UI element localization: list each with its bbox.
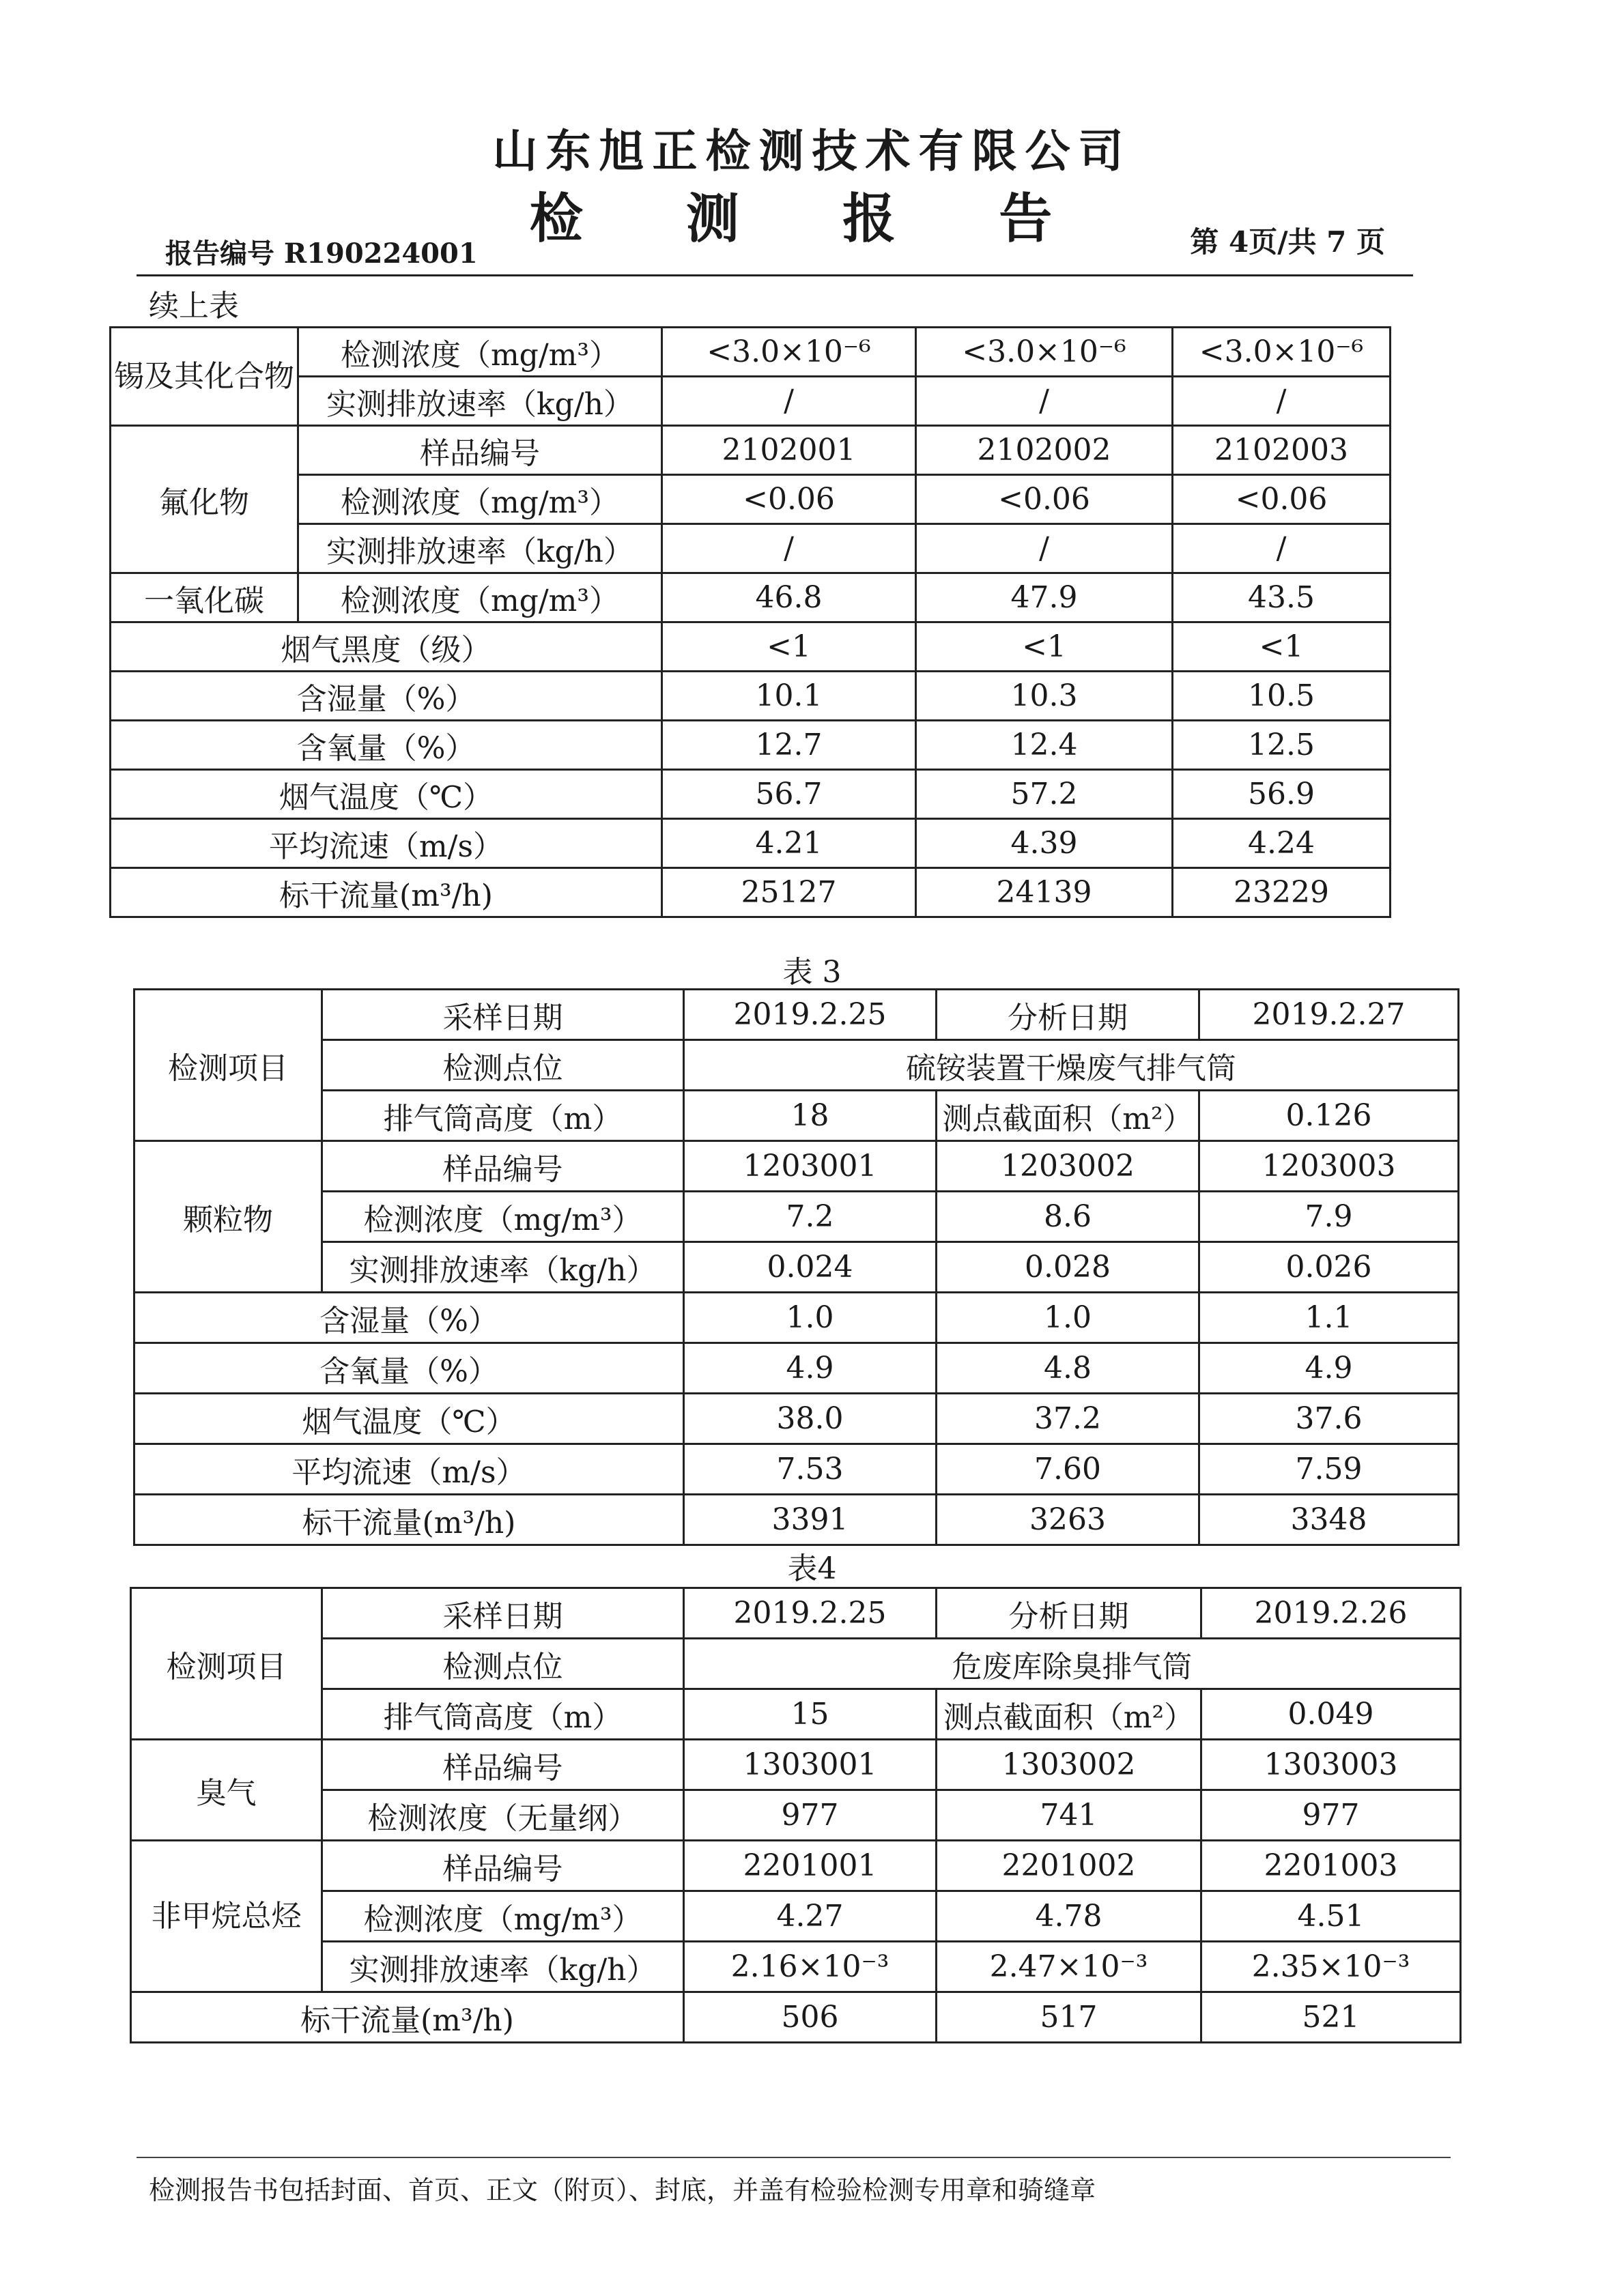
value-cell: / [916,377,1173,426]
value-cell: <0.06 [662,475,916,524]
item-cell: 标干流量(m³/h) [111,868,662,917]
item-cell: 检测浓度（无量纲） [322,1790,684,1841]
table4-caption: 表4 [787,1551,837,1586]
value-cell: 7.2 [684,1192,937,1242]
item-cell: 样品编号 [322,1740,684,1790]
table-row [111,868,1391,917]
item-cell: 烟气黑度（级） [111,622,662,672]
value-cell: 57.2 [916,770,1173,819]
value-cell: / [1173,377,1391,426]
table-row [111,426,1391,475]
footer-note: 检测报告书包括封面、首页、正文（附页）、封底，并盖有检验检测专用章和骑缝章 [149,2175,1096,2205]
group-cell: 臭气 [131,1740,322,1841]
item-cell: 排气筒高度（m） [322,1091,684,1141]
value-cell: <3.0×10⁻⁶ [1173,328,1391,377]
table-row [111,524,1391,573]
item-cell: 检测浓度（mg/m³） [322,1192,684,1242]
item-cell: 平均流速（m/s） [111,819,662,868]
value-cell: 1303002 [937,1740,1201,1790]
value-cell: 2201001 [684,1841,937,1891]
value-cell: / [1173,524,1391,573]
value-cell: 3348 [1199,1495,1459,1545]
value-cell: 4.51 [1201,1891,1461,1942]
value-cell: 2019.2.27 [1199,990,1459,1040]
table-3 [133,988,1459,1546]
table-4 [130,1587,1462,2043]
value-cell: 10.3 [916,672,1173,721]
item-cell: 检测浓度（mg/m³） [298,328,662,377]
item-cell: 检测浓度（mg/m³） [298,573,662,622]
value-cell: 12.4 [916,721,1173,770]
table-row [134,990,1459,1040]
value-cell: 1.1 [1199,1293,1459,1343]
value-cell: 2102003 [1173,426,1391,475]
value-cell: / [916,524,1173,573]
table-row [134,1293,1459,1343]
value-cell: 2019.2.25 [684,1588,937,1639]
value-cell: 7.60 [937,1444,1199,1495]
value-cell: 1203003 [1199,1141,1459,1192]
value-cell: 1203002 [937,1141,1199,1192]
item-cell: 含湿量（%） [111,672,662,721]
table-row [111,377,1391,426]
item-cell: 测点截面积（m²） [937,1091,1199,1141]
table-continued [109,326,1391,918]
group-cell: 检测项目 [134,990,322,1141]
value-cell: 2.35×10⁻³ [1201,1942,1461,1992]
value-cell: 0.028 [937,1242,1199,1293]
table-row [131,1790,1461,1841]
header-divider [137,274,1413,276]
value-cell: 46.8 [662,573,916,622]
table-row [111,328,1391,377]
value-cell: 1203001 [684,1141,937,1192]
value-cell: 977 [1201,1790,1461,1841]
value-cell: 7.53 [684,1444,937,1495]
table-row [134,1242,1459,1293]
table3-caption: 表 3 [782,955,842,990]
item-cell: 含氧量（%） [111,721,662,770]
item-cell: 分析日期 [937,990,1199,1040]
report-title: 检 测 报 告 [529,188,1095,250]
group-cell: 检测项目 [131,1588,322,1740]
value-cell: 4.21 [662,819,916,868]
group-cell: 氟化物 [111,426,298,573]
value-cell: 3263 [937,1495,1199,1545]
table-row [131,1740,1461,1790]
table-row [134,1040,1459,1091]
value-cell: 37.2 [937,1394,1199,1444]
value-cell: 37.6 [1199,1394,1459,1444]
value-cell: 0.049 [1201,1689,1461,1740]
value-cell: 0.024 [684,1242,937,1293]
value-cell: 1.0 [684,1293,937,1343]
item-cell: 检测点位 [322,1639,684,1689]
value-cell: 硫铵装置干燥废气排气筒 [684,1040,1459,1091]
table-row [111,770,1391,819]
table-row [111,721,1391,770]
company-name: 山东旭正检测技术有限公司 [492,124,1132,177]
item-cell: 标干流量(m³/h) [131,1992,684,2043]
value-cell: <1 [662,622,916,672]
table-row [134,1495,1459,1545]
table-row [134,1343,1459,1394]
item-cell: 含氧量（%） [134,1343,684,1394]
value-cell: 0.026 [1199,1242,1459,1293]
item-cell: 样品编号 [298,426,662,475]
value-cell: 521 [1201,1992,1461,2043]
table-row [131,1588,1461,1639]
value-cell: 977 [684,1790,937,1841]
value-cell: 4.9 [684,1343,937,1394]
value-cell: <3.0×10⁻⁶ [916,328,1173,377]
group-cell: 非甲烷总烃 [131,1841,322,1992]
value-cell: 47.9 [916,573,1173,622]
value-cell: 10.5 [1173,672,1391,721]
value-cell: 4.27 [684,1891,937,1942]
value-cell: <0.06 [1173,475,1391,524]
item-cell: 采样日期 [322,1588,684,1639]
table-row [134,1192,1459,1242]
continued-label: 续上表 [149,289,239,324]
value-cell: 2102001 [662,426,916,475]
value-cell: 10.1 [662,672,916,721]
table-row [134,1141,1459,1192]
value-cell: 43.5 [1173,573,1391,622]
value-cell: 38.0 [684,1394,937,1444]
item-cell: 实测排放速率（kg/h） [322,1942,684,1992]
item-cell: 标干流量(m³/h) [134,1495,684,1545]
value-cell: 56.7 [662,770,916,819]
item-cell: 实测排放速率（kg/h） [322,1242,684,1293]
report-number: 报告编号 R190224001 [165,238,478,270]
value-cell: 7.59 [1199,1444,1459,1495]
item-cell: 样品编号 [322,1141,684,1192]
value-cell: 2201003 [1201,1841,1461,1891]
item-cell: 样品编号 [322,1841,684,1891]
value-cell: 517 [937,1992,1201,2043]
value-cell: 4.9 [1199,1343,1459,1394]
value-cell: 8.6 [937,1192,1199,1242]
value-cell: / [662,377,916,426]
value-cell: 1303001 [684,1740,937,1790]
item-cell: 采样日期 [322,990,684,1040]
table-row [134,1394,1459,1444]
value-cell: 12.5 [1173,721,1391,770]
item-cell: 分析日期 [937,1588,1201,1639]
table-row [111,672,1391,721]
value-cell: 2019.2.25 [684,990,937,1040]
value-cell: <1 [1173,622,1391,672]
value-cell: <3.0×10⁻⁶ [662,328,916,377]
value-cell: 24139 [916,868,1173,917]
value-cell: 2102002 [916,426,1173,475]
group-cell: 锡及其化合物 [111,328,298,426]
value-cell: <1 [916,622,1173,672]
value-cell: 4.39 [916,819,1173,868]
item-cell: 检测浓度（mg/m³） [298,475,662,524]
table-row [131,1942,1461,1992]
item-cell: 检测点位 [322,1040,684,1091]
item-cell: 测点截面积（m²） [937,1689,1201,1740]
value-cell: 4.8 [937,1343,1199,1394]
value-cell: 18 [684,1091,937,1141]
item-cell: 排气筒高度（m） [322,1689,684,1740]
value-cell: 2.16×10⁻³ [684,1942,937,1992]
table-row [111,622,1391,672]
value-cell: 2019.2.26 [1201,1588,1461,1639]
value-cell: <0.06 [916,475,1173,524]
value-cell: 56.9 [1173,770,1391,819]
table-row [134,1444,1459,1495]
value-cell: 23229 [1173,868,1391,917]
value-cell: 危废库除臭排气筒 [684,1639,1461,1689]
value-cell: 4.78 [937,1891,1201,1942]
item-cell: 含湿量（%） [134,1293,684,1343]
footer-divider [137,2157,1451,2158]
table-row [131,1689,1461,1740]
item-cell: 烟气温度（℃） [111,770,662,819]
value-cell: 25127 [662,868,916,917]
item-cell: 实测排放速率（kg/h） [298,524,662,573]
value-cell: 7.9 [1199,1192,1459,1242]
value-cell: / [662,524,916,573]
table-row [111,475,1391,524]
item-cell: 平均流速（m/s） [134,1444,684,1495]
page-info: 第 4页/共 7 页 [1190,225,1385,259]
value-cell: 741 [937,1790,1201,1841]
table-row [131,1639,1461,1689]
value-cell: 2.47×10⁻³ [937,1942,1201,1992]
value-cell: 12.7 [662,721,916,770]
item-cell: 烟气温度（℃） [134,1394,684,1444]
value-cell: 2201002 [937,1841,1201,1891]
item-cell: 实测排放速率（kg/h） [298,377,662,426]
table-row [134,1091,1459,1141]
value-cell: 1303003 [1201,1740,1461,1790]
table-row [131,1891,1461,1942]
value-cell: 15 [684,1689,937,1740]
value-cell: 4.24 [1173,819,1391,868]
value-cell: 1.0 [937,1293,1199,1343]
table-row [131,1841,1461,1891]
item-cell: 检测浓度（mg/m³） [322,1891,684,1942]
group-cell: 颗粒物 [134,1141,322,1293]
value-cell: 506 [684,1992,937,2043]
table-row [111,573,1391,622]
table-row [131,1992,1461,2043]
value-cell: 3391 [684,1495,937,1545]
table-row [111,819,1391,868]
value-cell: 0.126 [1199,1091,1459,1141]
group-cell: 一氧化碳 [111,573,298,622]
